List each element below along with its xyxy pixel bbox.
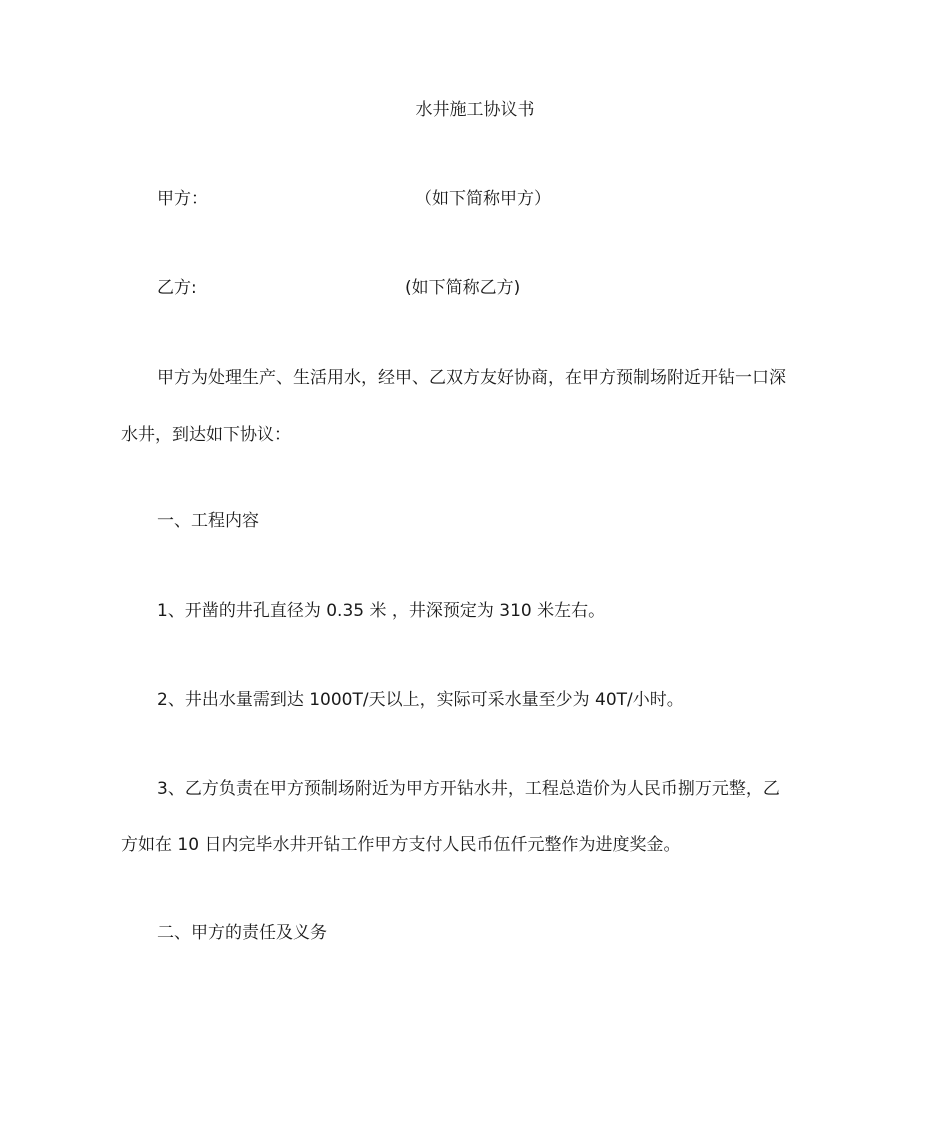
- party-b-label: 乙方:: [157, 278, 197, 298]
- intro-line-1: 甲方为处理生产、生活用水，经甲、乙双方友好协商，在甲方预制场附近开钻一口深: [157, 368, 786, 388]
- section-2-heading: 二、甲方的责任及义务: [157, 923, 327, 943]
- document-title: 水井施工协议书: [415, 100, 535, 120]
- party-b-line: [157, 276, 521, 300]
- section-1-heading: 一、工程内容: [157, 511, 259, 531]
- party-a-line: [157, 187, 551, 211]
- section-1-item-1: 1、开凿的井孔直径为 0.35 米 ，井深预定为 310 米左右。: [157, 601, 606, 621]
- party-a-note: （如下简称甲方）: [415, 189, 551, 209]
- intro-line-2: 水井，到达如下协议：: [121, 425, 291, 445]
- party-a-label: 甲方：: [157, 189, 208, 209]
- section-1-item-3-line-2: 方如在 10 日内完毕水井开钻工作甲方支付人民币伍仟元整作为进度奖金。: [121, 835, 681, 855]
- section-1-item-2: 2、井出水量需到达 1000T/天以上，实际可采水量至少为 40T/小时。: [157, 690, 684, 710]
- section-1-item-3-line-1: 3、乙方负责在甲方预制场附近为甲方开钻水井，工程总造价为人民币捌万元整，乙: [157, 779, 780, 799]
- party-b-note: (如下简称乙方): [405, 278, 521, 298]
